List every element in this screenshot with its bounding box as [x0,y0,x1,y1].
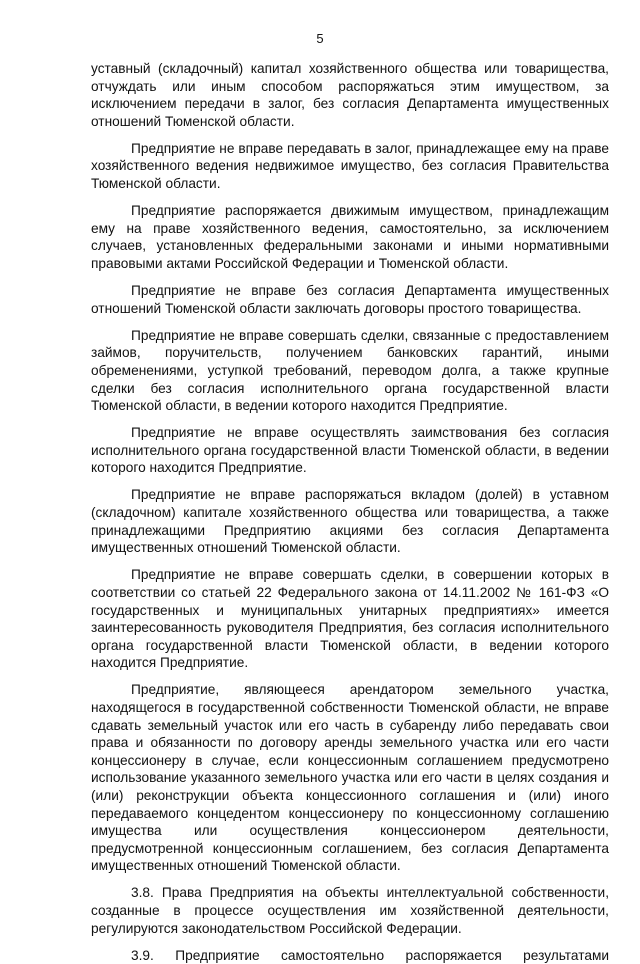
paragraph-land-lease: Предприятие, являющееся арендатором земельного участка, находящегося в государственной собственности Тюменской области, не вправе сдавать земельный участок или его часть в субаренду либо передавать свои права и обязанности по договору аренды земельного участка или его части концессионеру в случае, если концессионным соглашением предусмотрено использование указанного земельного участка или его части в целях создания и (или) реконструкции объекта концессионного соглашения и (или) иного передаваемого концедентом концессионеру по концессионному соглашению имущества или осуществления концессионером деятельности, предусмотренной концессионным соглашением, без согласия Департамента имущественных отношений Тюменской области. [91,682,609,874]
document-body [91,60,609,964]
paragraph-interested-party-deals: Предприятие не вправе совершать сделки, в совершении которых в соответствии со статьей 22 Федерального закона от 14.11.2002 № 161-ФЗ «О государственных и муниципальных унитарных предприятиях» имеется заинтересованность руководителя Предприятия, без согласия исполнительного органа государственной власти Тюменской области, в ведении которого находится Предприятие. [91,567,609,671]
paragraph-section-3-8: 3.8. Права Предприятия на объекты интеллектуальной собственности, созданные в процессе осуществления им хозяйственной деятельности, регулируются законодательством Российской Федерации. [91,885,609,936]
paragraph-pledge-restriction: Предприятие не вправе передавать в залог, принадлежащее ему на праве хозяйственного ведения недвижимое имущество, без согласия Правительства Тюменской области. [91,140,609,192]
paragraph-shares-disposal: Предприятие не вправе распоряжаться вкладом (долей) в уставном (складочном) капитале хозяйственного общества или товарищества, а также принадлежащими Предприятию акциями без согласия Департамента имущественных отношений Тюменской области. [91,487,609,556]
page-number: 5 [316,31,324,46]
paragraph-continuation: уставный (складочный) капитал хозяйственного общества или товарищества, отчуждать или иным способом распоряжаться этим имуществом, за исключением передачи в залог, без согласия Департамента имущественных отношений Тюменской области. [91,61,609,129]
paragraph-loans-guarantees: Предприятие не вправе совершать сделки, связанные с предоставлением займов, поручительств, получением банковских гарантий, иными обременениями, уступкой требований, переводом долга, а также крупные сделки без согласия исполнительного органа государственной власти Тюменской области, в ведении которого находится Предприятие. [91,327,609,414]
paragraph-section-3-9: 3.9. Предприятие самостоятельно распоряжается результатами [131,947,609,963]
paragraph-movable-property: Предприятие распоряжается движимым имуществом, принадлежащим ему на праве хозяйственного ведения, самостоятельно, за исключением случаев, установленных федеральными законами и иными нормативными правовыми актами Российской Федерации и Тюменской области. [91,203,609,271]
paragraph-partnership-agreements: Предприятие не вправе без согласия Департамента имущественных отношений Тюменской области заключать договоры простого товарищества. [91,283,609,316]
paragraph-borrowing: Предприятие не вправе осуществлять заимствования без согласия исполнительного органа государственной власти Тюменской области, в ведении которого находится Предприятие. [91,425,609,476]
